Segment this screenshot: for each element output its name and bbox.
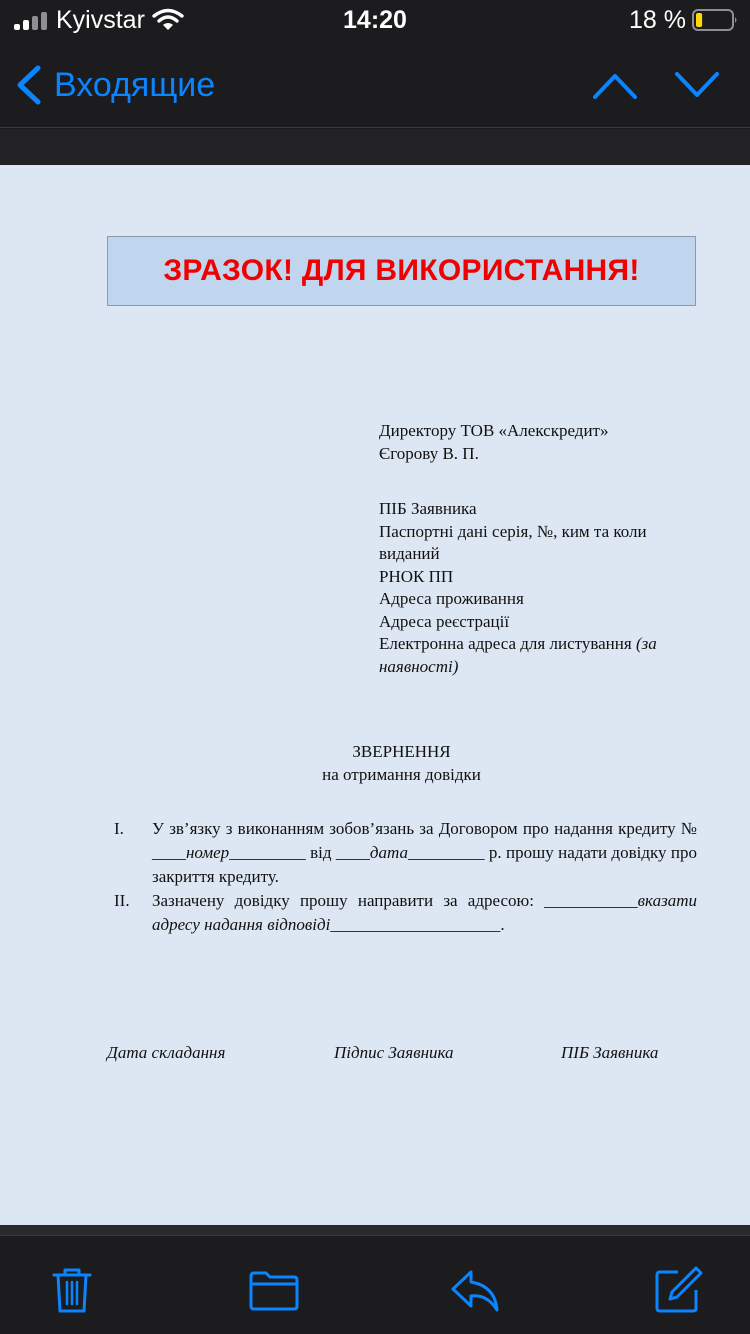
applicant-email-label: Електронна адреса для листування	[379, 634, 632, 653]
item-text	[152, 889, 697, 937]
battery-icon	[692, 9, 738, 31]
applicant-name: ПІБ Заявника	[379, 499, 477, 518]
applicant-registration: Адреса реєстрації	[379, 611, 510, 631]
applicant-residence: Адреса проживання	[379, 589, 524, 608]
list-item	[114, 889, 697, 937]
applicant-block	[379, 498, 709, 678]
date-placeholder: дата	[369, 843, 408, 862]
compose-icon[interactable]	[652, 1264, 704, 1316]
signature-row	[107, 1043, 707, 1069]
back-button[interactable]	[14, 60, 215, 110]
navigation-bar	[0, 40, 750, 128]
applicant-email-note: (за наявності)	[379, 634, 657, 676]
bottom-toolbar	[0, 1235, 750, 1334]
attachment-header-strip	[0, 129, 750, 165]
number-placeholder: номер	[186, 843, 230, 862]
item-text-part: _________ р. прошу надати довідку про закриття кредиту.	[152, 843, 697, 886]
item-number: II.	[114, 891, 130, 910]
back-button-label: Входящие	[54, 65, 216, 104]
chevron-down-icon[interactable]	[672, 62, 722, 108]
chevron-up-icon[interactable]	[590, 62, 640, 108]
sample-banner	[107, 236, 696, 306]
item-text-part: У зв’язку з виконанням зобов’язань за Договором про надання кредиту № ____	[152, 819, 697, 862]
recipient-line: Директору ТОВ «Алекскредит»	[379, 421, 609, 440]
address-placeholder: вказати адресу надання відповіді	[152, 891, 697, 934]
folder-icon[interactable]	[248, 1264, 300, 1316]
item-text	[152, 817, 697, 889]
signature-label: Підпис Заявника	[334, 1043, 454, 1062]
status-time: 14:20	[343, 6, 407, 34]
recipient-block	[379, 420, 709, 465]
item-number: I.	[114, 819, 124, 838]
applicant-passport: Паспортні дані серія, №, ким та коли виданий	[379, 521, 647, 563]
banner-text: ЗРАЗОК! ДЛЯ ВИКОРИСТАННЯ!	[163, 254, 640, 287]
name-label: ПІБ Заявника	[561, 1043, 659, 1062]
appeal-subtitle: на отримання довідки	[322, 765, 481, 784]
item-text-part: Зазначену довідку прошу направити за адресою: ___________	[152, 891, 638, 910]
recipient-line: Єгорову В. П.	[379, 443, 479, 463]
applicant-email	[379, 633, 709, 678]
date-label: Дата складання	[107, 1043, 226, 1062]
battery-percent: 18 %	[629, 6, 686, 34]
appeal-title: ЗВЕРНЕННЯ	[352, 742, 451, 761]
chevron-left-icon	[14, 65, 42, 105]
list-item	[114, 817, 697, 889]
divider	[0, 1225, 750, 1235]
request-list	[114, 817, 697, 937]
document-page	[0, 165, 750, 1225]
trash-icon[interactable]	[46, 1264, 98, 1316]
item-text-part: _________ від ____	[229, 843, 370, 862]
appeal-heading	[0, 740, 750, 786]
reply-icon[interactable]	[449, 1264, 501, 1316]
status-bar	[0, 0, 750, 40]
applicant-tax-id: РНОК ПП	[379, 566, 454, 586]
carrier-name: Kyivstar	[56, 6, 145, 34]
item-text-part: ____________________.	[330, 915, 505, 934]
